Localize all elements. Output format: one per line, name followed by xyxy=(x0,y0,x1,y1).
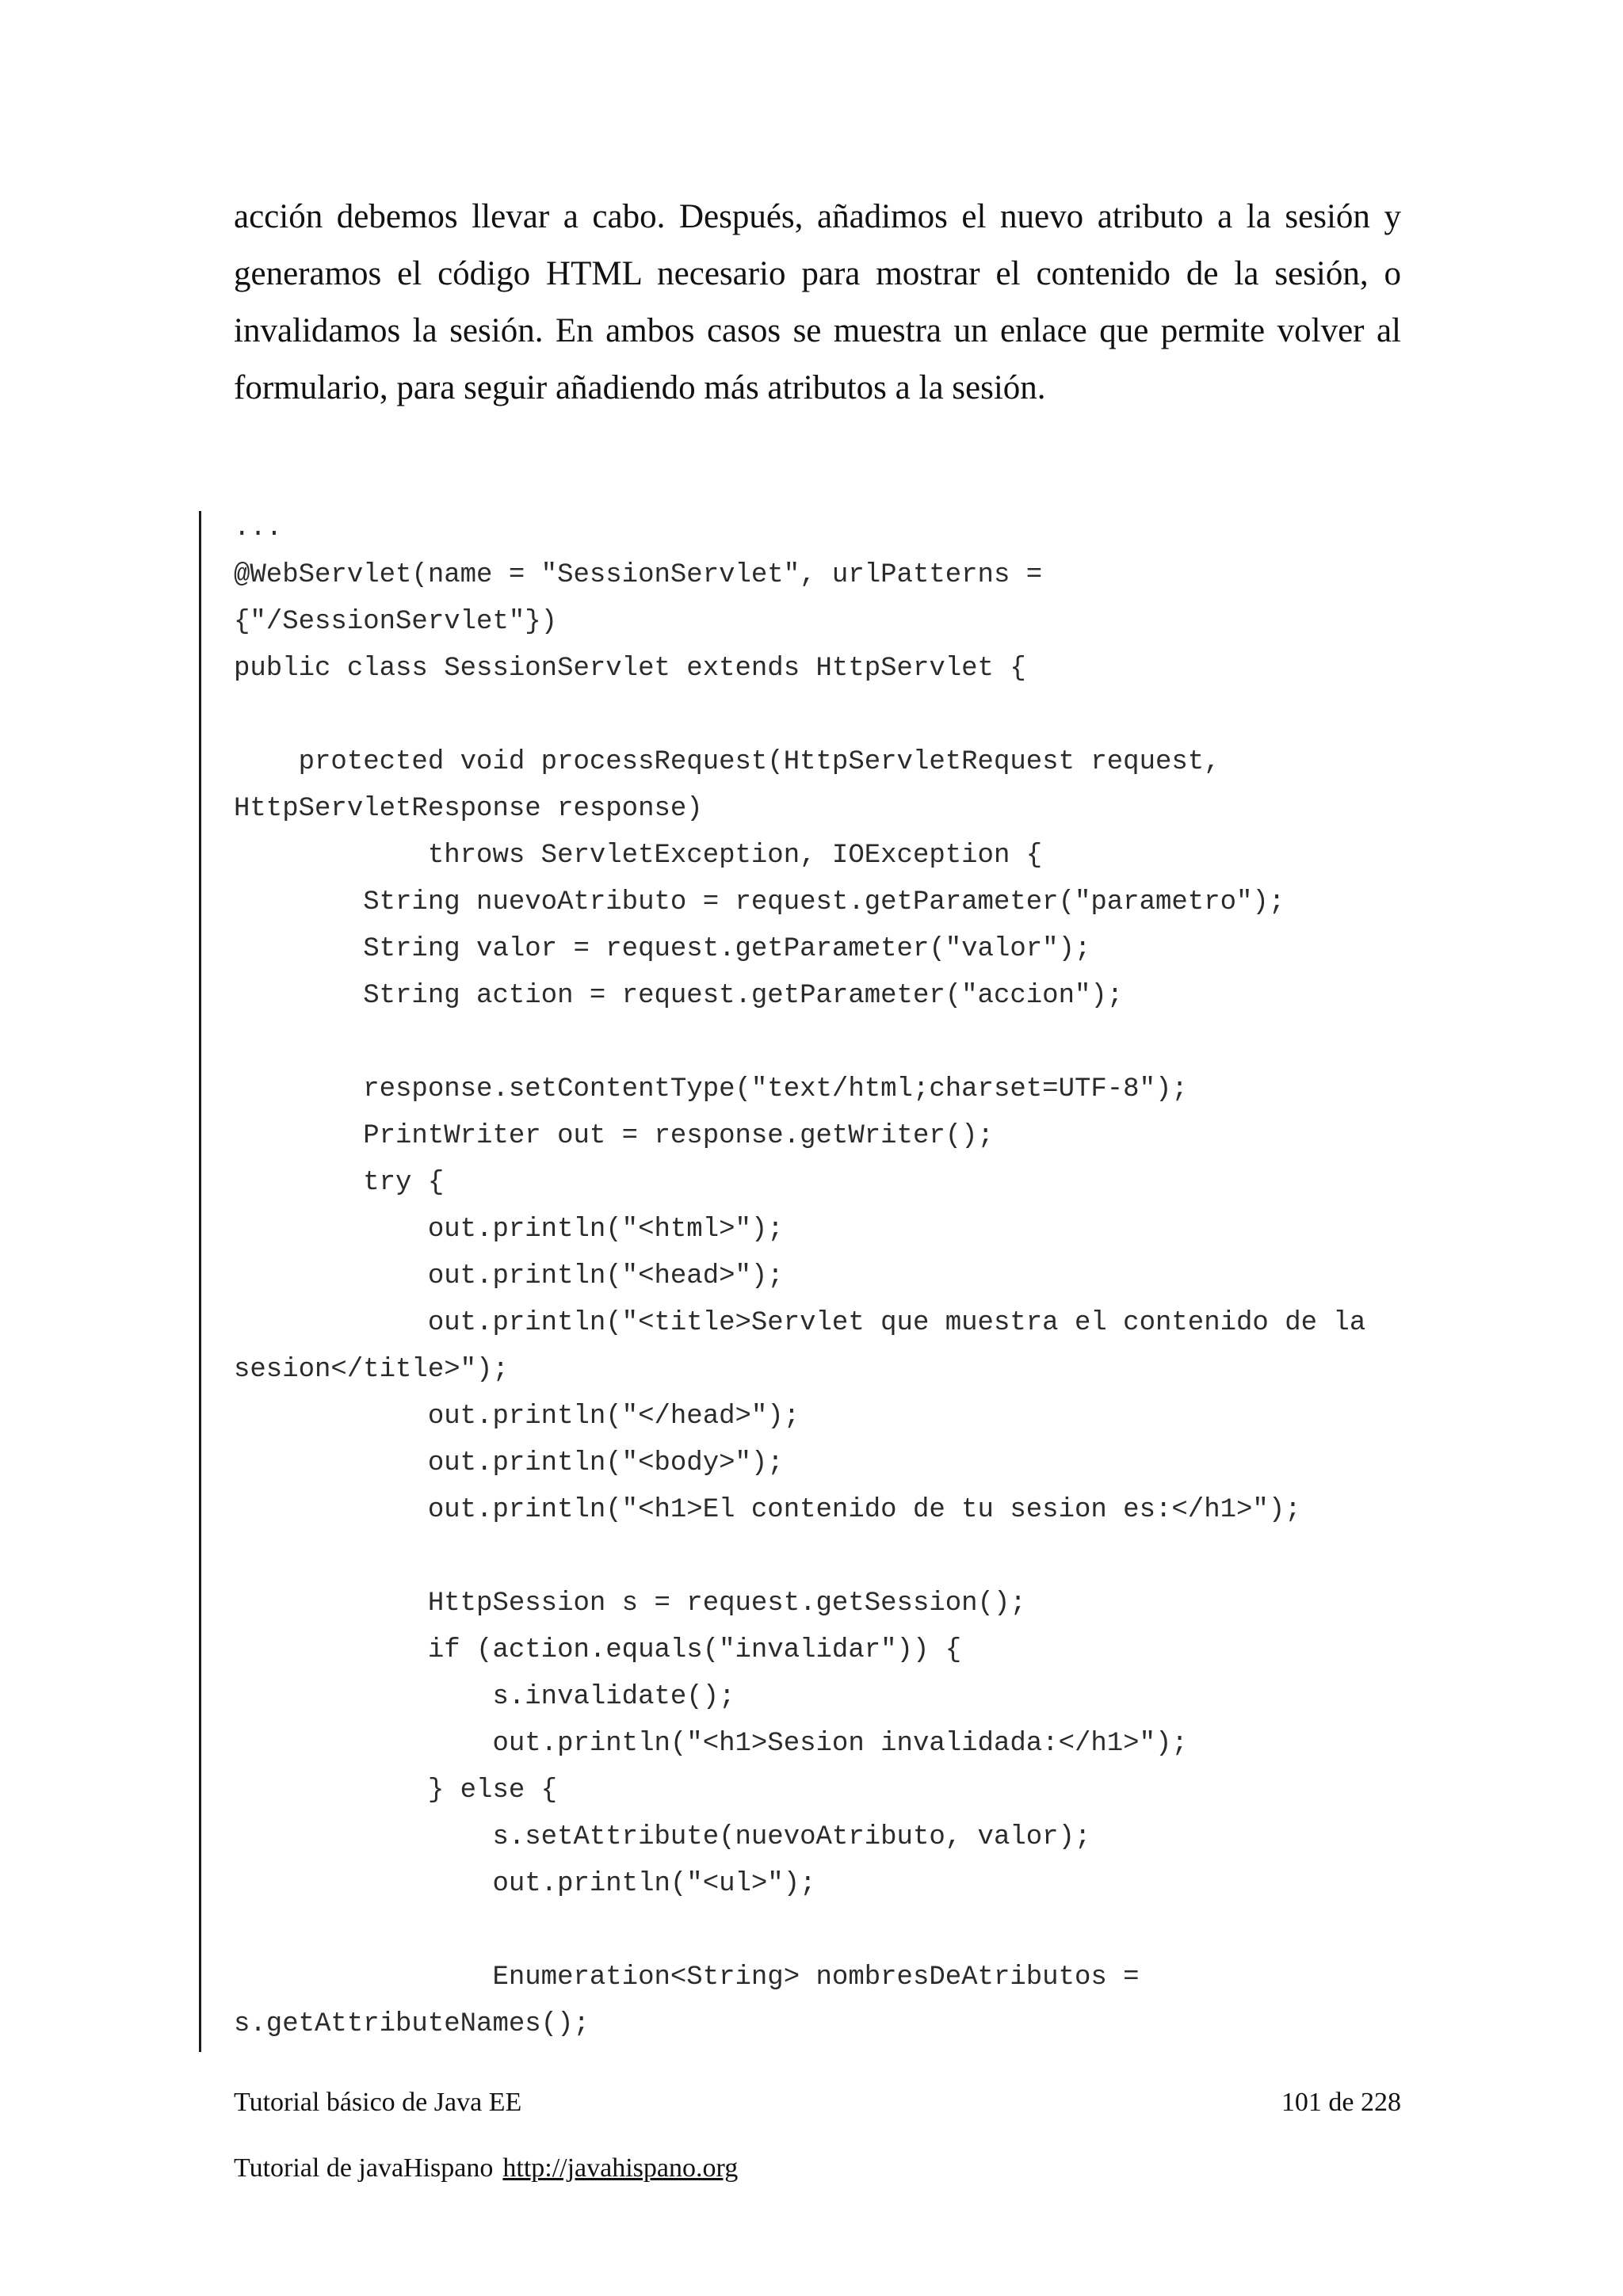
code-line: out.println("<head>"); xyxy=(234,1261,784,1291)
code-line: String valor = request.getParameter("valor"); xyxy=(234,934,1091,964)
code-line: String action = request.getParameter("accion"); xyxy=(234,981,1124,1011)
code-line: Enumeration<String> nombresDeAtributos = xyxy=(234,1962,1140,1993)
code-line: s.setAttribute(nuevoAtributo, valor); xyxy=(234,1822,1091,1852)
footer-publisher-text: Tutorial de javaHispano xyxy=(234,2153,494,2183)
footer-book-title: Tutorial básico de Java EE xyxy=(234,2088,522,2117)
code-line: response.setContentType("text/html;charset=UTF-8"); xyxy=(234,1074,1188,1104)
code-line: PrintWriter out = response.getWriter(); xyxy=(234,1121,994,1151)
code-line: public class SessionServlet extends HttpServlet { xyxy=(234,654,1026,684)
code-line: HttpSession s = request.getSession(); xyxy=(234,1589,1026,1619)
footer-page-number: 101 de 228 xyxy=(1281,2088,1401,2117)
code-line: s.getAttributeNames(); xyxy=(234,2009,590,2039)
code-line: sesion</title>"); xyxy=(234,1355,509,1385)
footer-publisher-link[interactable]: http://javahispano.org xyxy=(502,2153,739,2183)
code-line: ... xyxy=(234,513,283,543)
code-block-left-rule xyxy=(199,511,201,2052)
code-line: out.println("<title>Servlet que muestra el contenido de la xyxy=(234,1308,1366,1338)
code-line: String nuevoAtributo = request.getParameter("parametro"); xyxy=(234,887,1285,917)
code-line: s.invalidate(); xyxy=(234,1682,735,1712)
code-line xyxy=(234,1534,1470,1581)
code-line: throws ServletException, IOException { xyxy=(234,841,1043,871)
code-line: out.println("<body>"); xyxy=(234,1448,784,1478)
code-line xyxy=(234,1020,1470,1066)
code-line: {"/SessionServlet"}) xyxy=(234,607,558,637)
code-line: out.println("<h1>El contenido de tu sesion es:</h1>"); xyxy=(234,1495,1301,1525)
code-line: out.println("<ul>"); xyxy=(234,1869,816,1899)
code-line: @WebServlet(name = "SessionServlet", urlPatterns = xyxy=(234,560,1043,590)
code-line: HttpServletResponse response) xyxy=(234,794,703,824)
code-block xyxy=(234,505,1470,2048)
footer-publisher-line xyxy=(234,2151,1401,2186)
code-line: protected void processRequest(HttpServletRequest request, xyxy=(234,747,1220,777)
code-line: out.println("<h1>Sesion invalidada:</h1>"); xyxy=(234,1729,1188,1759)
code-line xyxy=(234,692,1470,739)
code-line: out.println("<html>"); xyxy=(234,1215,784,1245)
code-line: try { xyxy=(234,1168,445,1198)
code-line xyxy=(234,1908,1470,1955)
code-line: if (action.equals("invalidar")) { xyxy=(234,1635,962,1665)
intro-paragraph: acción debemos llevar a cabo. Después, añadimos el nuevo atributo a la sesión y generamos el código HTML necesario para mostrar el contenido de la sesión, o invalidamos la sesión. En ambos casos se muestra un enlace que permite volver al formulario, para seguir añadiendo más atributos a la sesión. xyxy=(234,198,1401,406)
code-line: out.println("</head>"); xyxy=(234,1402,800,1432)
code-line: } else { xyxy=(234,1775,558,1806)
